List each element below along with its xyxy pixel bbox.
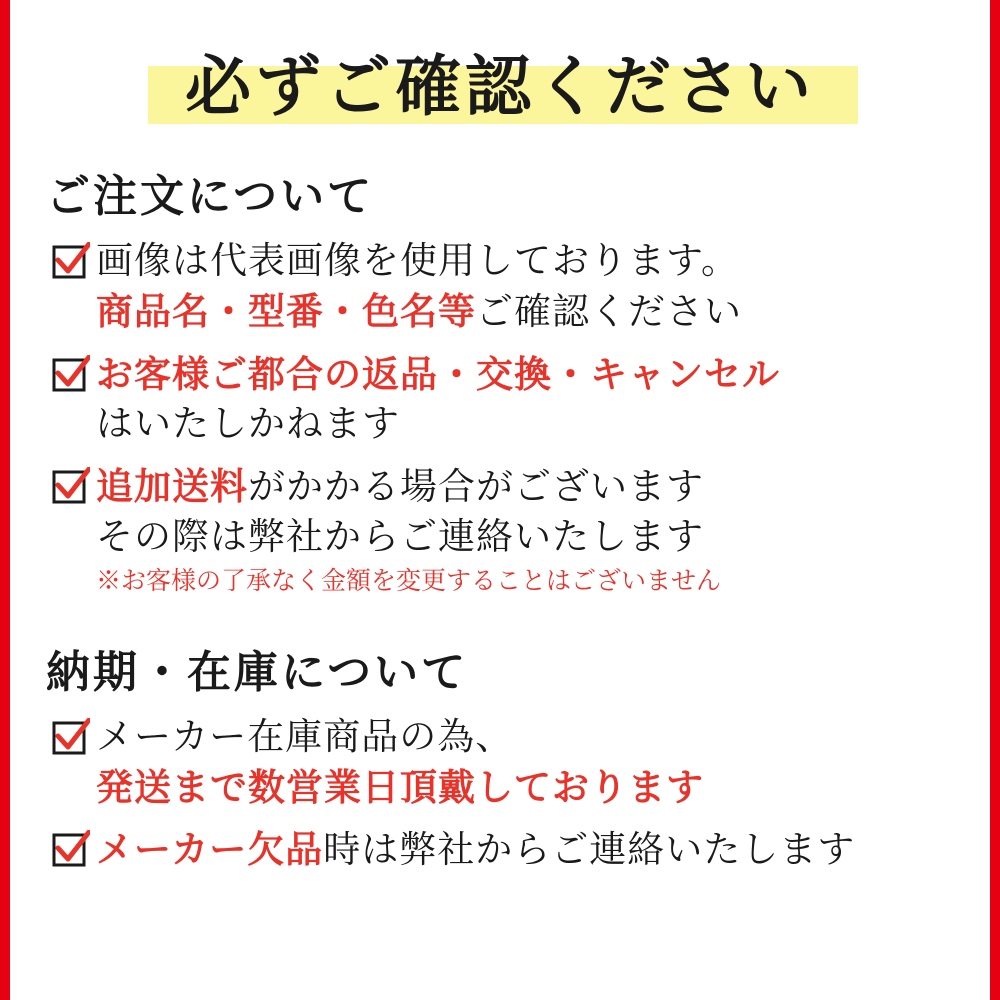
list-item	[52, 236, 990, 337]
text-black: がかかる場合がございます	[248, 465, 704, 508]
list-item-text	[96, 824, 990, 875]
page-title-block	[10, 38, 990, 134]
text-line: 画像は代表画像を使用しております。	[96, 239, 740, 282]
page-title: 必ずご確認ください	[185, 47, 815, 125]
footnote: ※お客様の了承なく金額を変更することはございません	[96, 566, 722, 595]
text-line: その際は弊社からご連絡いたします	[96, 515, 704, 558]
notice-content	[10, 0, 990, 1000]
text-line: 発送まで数営業日頂戴しております	[96, 765, 704, 809]
text-black: ご確認ください	[476, 290, 742, 333]
text-black: 時は弊社からご連絡いたします	[323, 828, 856, 871]
list-item-text	[96, 236, 990, 337]
emphasis-red: メーカー欠品	[96, 827, 324, 871]
list-item	[52, 461, 990, 600]
emphasis-red: 商品名・型番・色名等	[96, 289, 476, 333]
list-item	[52, 712, 990, 812]
emphasis-red: 追加送料	[96, 464, 248, 508]
section-heading-delivery: 納期・在庫について	[46, 647, 469, 698]
list-item-text	[96, 349, 990, 449]
checkbox-checked-icon	[52, 718, 90, 756]
text-line: はいたしかねます	[96, 402, 400, 445]
text-line-mixed	[96, 824, 990, 875]
checkbox-checked-icon	[52, 355, 90, 393]
text-line-mixed	[96, 286, 990, 337]
list-item	[52, 824, 990, 875]
checkbox-checked-icon	[52, 467, 90, 505]
text-line-mixed	[96, 461, 990, 512]
list-item	[52, 349, 990, 449]
section-heading-orders: ご注文について	[46, 171, 375, 222]
list-item-text	[96, 712, 990, 812]
list-item-text	[96, 461, 990, 600]
text-line: メーカー在庫商品の為、	[96, 715, 514, 758]
checkbox-checked-icon	[52, 830, 90, 868]
checkbox-checked-icon	[52, 242, 90, 280]
text-line: お客様ご都合の返品・交換・キャンセル	[96, 352, 780, 396]
